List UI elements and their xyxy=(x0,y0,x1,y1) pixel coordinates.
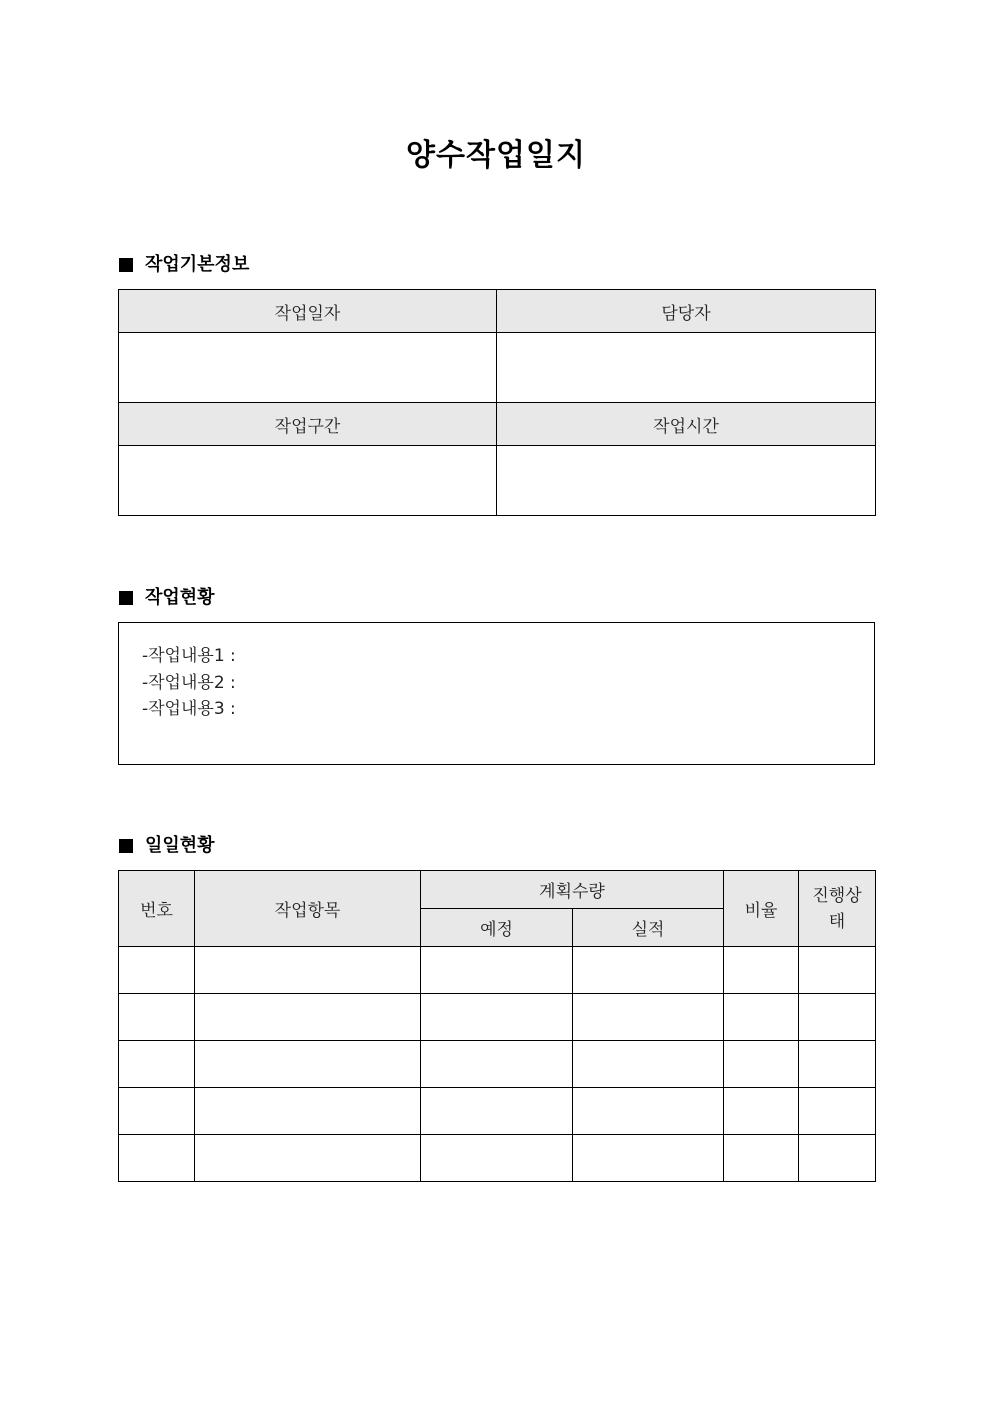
number-cell[interactable] xyxy=(119,1088,195,1135)
work-item-cell[interactable] xyxy=(195,1135,421,1182)
ratio-cell[interactable] xyxy=(724,994,799,1041)
header-work-time: 작업시간 xyxy=(497,403,876,446)
square-bullet-icon xyxy=(119,258,133,272)
ratio-cell[interactable] xyxy=(724,1088,799,1135)
actual-cell[interactable] xyxy=(573,947,724,994)
table-row xyxy=(119,1088,876,1135)
actual-cell[interactable] xyxy=(573,1135,724,1182)
square-bullet-icon xyxy=(119,591,133,605)
work-item-cell[interactable] xyxy=(195,947,421,994)
work-content-line-1: -작업내용1 : xyxy=(142,646,236,666)
progress-cell[interactable] xyxy=(799,994,876,1041)
section-heading-work-status xyxy=(119,586,215,610)
progress-cell[interactable] xyxy=(799,1135,876,1182)
section-heading-basic-info xyxy=(119,253,249,277)
number-cell[interactable] xyxy=(119,947,195,994)
document-title: 양수작업일지 xyxy=(406,138,586,173)
header-planned-quantity: 계획수량 xyxy=(421,871,724,909)
work-item-cell[interactable] xyxy=(195,994,421,1041)
ratio-cell[interactable] xyxy=(724,1135,799,1182)
header-planned: 예정 xyxy=(421,909,573,947)
table-row xyxy=(119,994,876,1041)
actual-cell[interactable] xyxy=(573,1041,724,1088)
basic-info-table xyxy=(118,289,876,516)
planned-cell[interactable] xyxy=(421,1088,573,1135)
header-actual: 실적 xyxy=(573,909,724,947)
work-item-cell[interactable] xyxy=(195,1041,421,1088)
work-status-box[interactable] xyxy=(118,622,875,765)
header-person-in-charge: 담당자 xyxy=(497,290,876,333)
table-row xyxy=(119,1041,876,1088)
progress-cell[interactable] xyxy=(799,947,876,994)
actual-cell[interactable] xyxy=(573,994,724,1041)
progress-cell[interactable] xyxy=(799,1041,876,1088)
work-status-lines xyxy=(142,643,236,723)
square-bullet-icon xyxy=(119,839,133,853)
planned-cell[interactable] xyxy=(421,947,573,994)
section-title: 작업기본정보 xyxy=(145,254,250,275)
header-work-date: 작업일자 xyxy=(119,290,497,333)
number-cell[interactable] xyxy=(119,1135,195,1182)
section-title: 작업현황 xyxy=(145,587,215,608)
planned-cell[interactable] xyxy=(421,994,573,1041)
daily-status-table xyxy=(118,870,876,1182)
header-ratio: 비율 xyxy=(724,871,799,947)
header-progress-status: 진행상태 xyxy=(799,871,876,947)
work-content-line-3: -작업내용3 : xyxy=(142,699,236,719)
person-in-charge-field[interactable] xyxy=(497,333,876,403)
table-row xyxy=(119,1135,876,1182)
header-number: 번호 xyxy=(119,871,195,947)
actual-cell[interactable] xyxy=(573,1088,724,1135)
ratio-cell[interactable] xyxy=(724,1041,799,1088)
table-row xyxy=(119,947,876,994)
work-date-field[interactable] xyxy=(119,333,497,403)
number-cell[interactable] xyxy=(119,994,195,1041)
work-item-cell[interactable] xyxy=(195,1088,421,1135)
work-time-field[interactable] xyxy=(497,446,876,516)
work-section-field[interactable] xyxy=(119,446,497,516)
section-heading-daily-status xyxy=(119,834,215,858)
ratio-cell[interactable] xyxy=(724,947,799,994)
planned-cell[interactable] xyxy=(421,1135,573,1182)
progress-cell[interactable] xyxy=(799,1088,876,1135)
work-content-line-2: -작업내용2 : xyxy=(142,672,236,693)
number-cell[interactable] xyxy=(119,1041,195,1088)
planned-cell[interactable] xyxy=(421,1041,573,1088)
section-title: 일일현황 xyxy=(145,835,215,856)
header-work-item: 작업항목 xyxy=(195,871,421,947)
header-work-section: 작업구간 xyxy=(119,403,497,446)
